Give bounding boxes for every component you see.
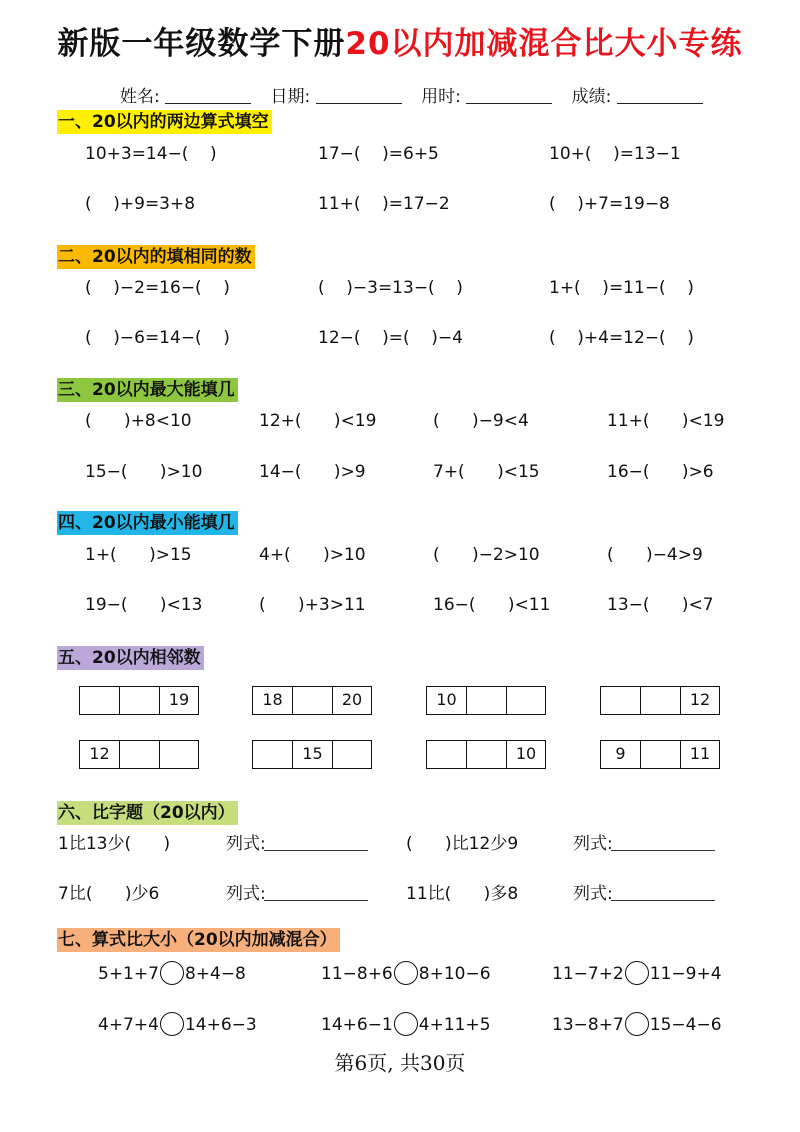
box-cell[interactable]: 15	[292, 740, 332, 769]
problem[interactable]: 12+( )<19	[259, 411, 377, 431]
equation-label: 列式:	[573, 834, 613, 854]
problem[interactable]: ( )−4>9	[607, 545, 703, 565]
compare-circle[interactable]	[160, 961, 184, 985]
box-cell[interactable]	[159, 740, 199, 769]
section-6-heading: 六、比字题（20以内）	[57, 801, 238, 825]
right-expression: 11−9+4	[649, 964, 722, 984]
compare-circle[interactable]	[625, 961, 649, 985]
name-blank[interactable]	[165, 87, 251, 104]
box-cell[interactable]	[600, 686, 640, 715]
s7-row-2	[0, 1012, 800, 1036]
adjacent-box-group	[252, 740, 372, 769]
problem[interactable]: 1+( )>15	[85, 545, 192, 565]
s4-row-1	[0, 543, 800, 567]
score-blank[interactable]	[617, 87, 703, 104]
box-cell[interactable]: 20	[332, 686, 372, 715]
problem[interactable]: 17−( )=6+5	[318, 144, 439, 164]
problem[interactable]: ( )−2>10	[433, 545, 540, 565]
box-cell[interactable]	[466, 686, 506, 715]
box-cell[interactable]	[292, 686, 332, 715]
box-cell[interactable]	[332, 740, 372, 769]
section-1-heading: 一、20以内的两边算式填空	[57, 110, 272, 134]
score-label: 成绩:	[571, 87, 612, 107]
box-cell[interactable]: 19	[159, 686, 199, 715]
compare-problem	[98, 1012, 257, 1037]
date-blank[interactable]	[316, 87, 402, 104]
problem: ( )比12少9	[406, 834, 519, 854]
equation-blank[interactable]	[264, 832, 368, 851]
box-cell[interactable]	[119, 740, 159, 769]
equation-blank[interactable]	[611, 832, 715, 851]
box-cell[interactable]	[466, 740, 506, 769]
compare-problem	[321, 1012, 491, 1037]
s7-row-1	[0, 961, 800, 985]
box-cell[interactable]	[79, 686, 119, 715]
left-expression: 11−7+2	[552, 964, 624, 984]
problem[interactable]: 14−( )>9	[259, 462, 366, 482]
right-expression: 8+4−8	[184, 964, 246, 984]
section-7-heading: 七、算式比大小（20以内加减混合）	[57, 928, 340, 952]
s2-row-1	[0, 276, 800, 300]
time-label: 用时:	[421, 87, 461, 107]
right-expression: 14+6−3	[184, 1015, 257, 1035]
adjacent-box-group	[79, 686, 199, 715]
box-cell[interactable]: 9	[600, 740, 640, 769]
box-cell[interactable]: 11	[680, 740, 720, 769]
s6-row-2	[0, 882, 800, 906]
right-expression: 15−4−6	[649, 1015, 722, 1035]
time-blank[interactable]	[466, 87, 552, 104]
box-cell[interactable]: 10	[506, 740, 546, 769]
page-number: 第6页, 共30页	[334, 1051, 466, 1075]
date-label: 日期:	[270, 87, 311, 107]
adjacent-box-group	[426, 740, 546, 769]
s4-row-2	[0, 593, 800, 617]
problem[interactable]: 11+( )=17−2	[318, 194, 450, 214]
s3-row-2	[0, 460, 800, 484]
s1-row-1	[0, 142, 800, 166]
box-cell[interactable]: 12	[680, 686, 720, 715]
problem[interactable]: 16−( )<11	[433, 595, 551, 615]
equation-label: 列式:	[226, 834, 266, 854]
box-cell[interactable]: 18	[252, 686, 292, 715]
compare-circle[interactable]	[625, 1012, 649, 1036]
compare-problem	[98, 961, 246, 986]
s6-row-1	[0, 832, 800, 856]
section-2-heading: 二、20以内的填相同的数	[57, 245, 255, 269]
box-cell[interactable]	[426, 740, 466, 769]
section-3-heading: 三、20以内最大能填几	[57, 378, 238, 402]
problem[interactable]: 15−( )>10	[85, 462, 203, 482]
problem[interactable]: 10+( )=13−1	[549, 144, 681, 164]
adjacent-box-group	[600, 740, 720, 769]
problem: 1比13少( )	[58, 834, 171, 854]
box-cell[interactable]	[119, 686, 159, 715]
left-expression: 11−8+6	[321, 964, 393, 984]
problem[interactable]: ( )−6=14−( )	[85, 328, 230, 348]
problem: 11比( )多8	[406, 884, 519, 904]
adjacent-box-group	[79, 740, 199, 769]
problem[interactable]: ( )+4=12−( )	[549, 328, 694, 348]
box-cell[interactable]: 10	[426, 686, 466, 715]
title-red: 20以内加减混合比大小专练	[345, 26, 743, 62]
problem[interactable]: ( )+7=19−8	[549, 194, 670, 214]
problem[interactable]: ( )+8<10	[85, 411, 192, 431]
compare-problem	[552, 961, 722, 986]
left-expression: 5+1+7	[98, 964, 159, 984]
equation-label: 列式:	[573, 884, 613, 904]
box-cell[interactable]	[506, 686, 546, 715]
compare-circle[interactable]	[394, 961, 418, 985]
box-cell[interactable]	[640, 686, 680, 715]
student-info	[120, 82, 717, 107]
box-cell[interactable]: 12	[79, 740, 119, 769]
problem[interactable]: 11+( )<19	[607, 411, 725, 431]
box-cell[interactable]	[640, 740, 680, 769]
name-label: 姓名:	[120, 87, 160, 107]
title-black: 新版一年级数学下册	[57, 26, 346, 62]
right-expression: 4+11+5	[418, 1015, 491, 1035]
problem[interactable]: 13−( )<7	[607, 595, 714, 615]
compare-problem	[552, 1012, 722, 1037]
section-4-heading: 四、20以内最小能填几	[57, 511, 238, 535]
problem[interactable]: ( )−2=16−( )	[85, 278, 230, 298]
problem[interactable]: 4+( )>10	[259, 545, 366, 565]
left-expression: 14+6−1	[321, 1015, 393, 1035]
compare-circle[interactable]	[394, 1012, 418, 1036]
equation-blank[interactable]	[611, 882, 715, 901]
s3-row-1	[0, 409, 800, 433]
problem[interactable]: ( )−3=13−( )	[318, 278, 463, 298]
equation-blank[interactable]	[264, 882, 368, 901]
adjacent-box-group	[426, 686, 546, 715]
problem[interactable]: ( )−9<4	[433, 411, 529, 431]
right-expression: 8+10−6	[418, 964, 491, 984]
compare-circle[interactable]	[160, 1012, 184, 1036]
equation-label: 列式:	[226, 884, 266, 904]
s2-row-2	[0, 326, 800, 350]
left-expression: 13−8+7	[552, 1015, 624, 1035]
page-title	[0, 18, 800, 63]
section-5-heading: 五、20以内相邻数	[57, 646, 204, 670]
problem[interactable]: ( )+3>11	[259, 595, 366, 615]
box-cell[interactable]	[252, 740, 292, 769]
problem[interactable]: 12−( )=( )−4	[318, 328, 463, 348]
problem[interactable]: 16−( )>6	[607, 462, 714, 482]
problem[interactable]: 1+( )=11−( )	[549, 278, 694, 298]
problem[interactable]: 7+( )<15	[433, 462, 540, 482]
problem[interactable]: 10+3=14−( )	[85, 144, 217, 164]
problem[interactable]: ( )+9=3+8	[85, 194, 196, 214]
adjacent-box-group	[600, 686, 720, 715]
problem[interactable]: 19−( )<13	[85, 595, 203, 615]
s1-row-2	[0, 192, 800, 216]
problem: 7比( )少6	[58, 884, 160, 904]
compare-problem	[321, 961, 491, 986]
left-expression: 4+7+4	[98, 1015, 159, 1035]
adjacent-box-group	[252, 686, 372, 715]
